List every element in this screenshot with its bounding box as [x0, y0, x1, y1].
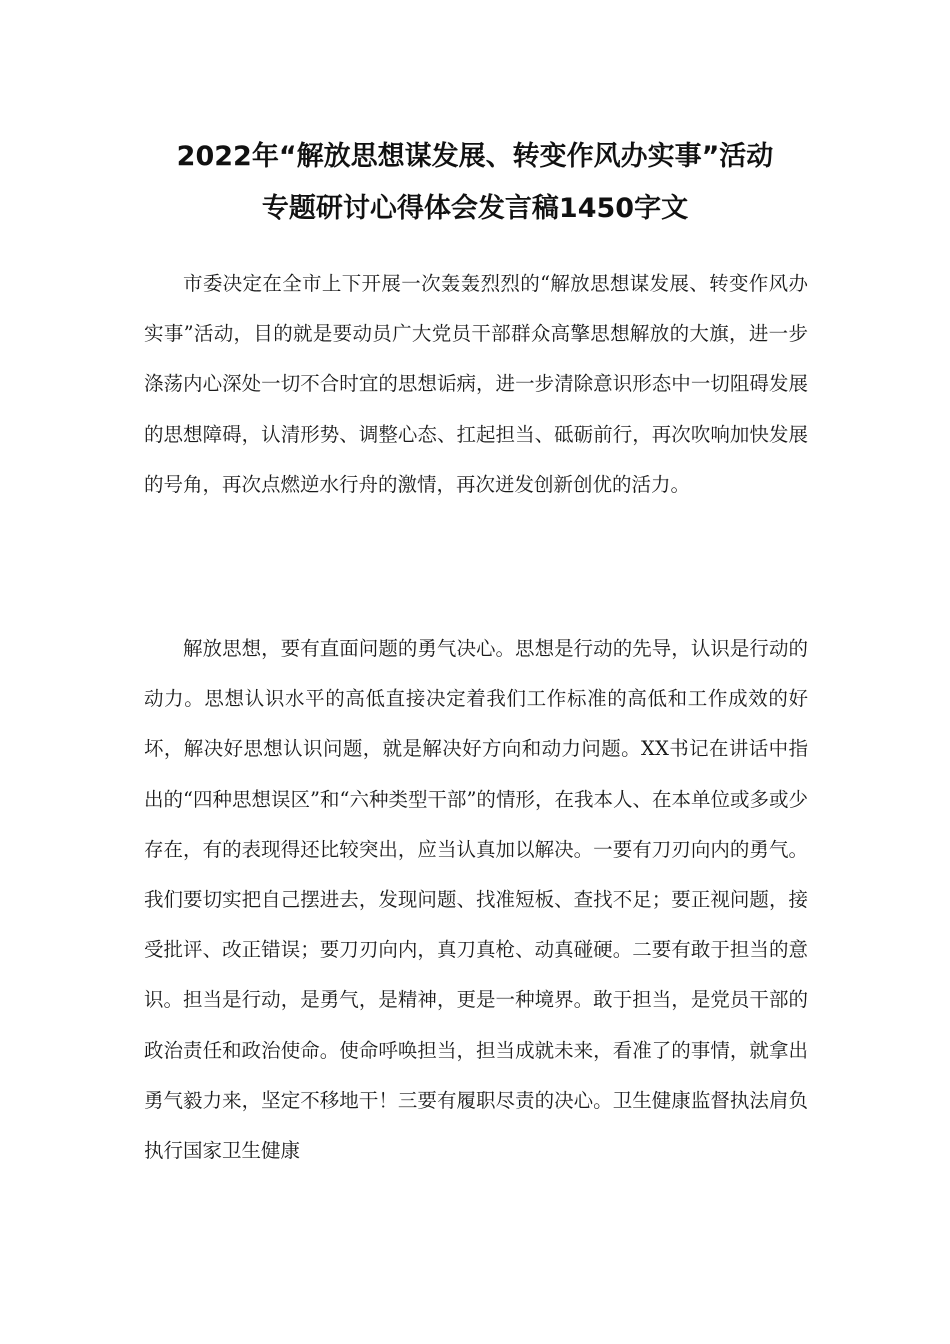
document-title-line-1: 2022年“解放思想谋发展、转变作风办实事”活动: [176, 141, 774, 172]
body-paragraph-1: 市委决定在全市上下开展一次轰轰烈烈的“解放思想谋发展、转变作风办实事”活动，目的就是要动员广大党员干部群众高擎思想解放的大旗，进一步涤荡内心深处一切不合时宜的思想诟病，进一步清除意识形态中一切阻碍发展的思想障碍，认清形势、调整心态、扛起担当、砥砺前行，再次吹响加快发展的号角，再次点燃逆水行舟的激情，再次迸发创新创优的活力。: [144, 272, 808, 496]
body-paragraph-2: 解放思想，要有直面问题的勇气决心。思想是行动的先导，认识是行动的动力。思想认识水平的高低直接决定着我们工作标准的高低和工作成效的好坏，解决好思想认识问题，就是解决好方向和动力问题。XX书记在讲话中指出的“四种思想误区”和“六种类型干部”的情形，在我本人、在本单位或多或少存在，有的表现得还比较突出，应当认真加以解决。一要有刀刃向内的勇气。我们要切实把自己摆进去，发现问题、找准短板、查找不足；要正视问题，接受批评、改正错误；要刀刃向内，真刀真枪、动真碰硬。二要有敢于担当的意识。担当是行动，是勇气，是精神，更是一种境界。敢于担当，是党员干部的政治责任和政治使命。使命呼唤担当，担当成就未来，看准了的事情，就拿出勇气毅力来，坚定不移地干！三要有履职尽责的决心。卫生健康监督执法肩负执行国家卫生健康: [144, 637, 808, 1163]
document-title-line-2: 专题研讨心得体会发言稿1450字文: [261, 193, 689, 224]
